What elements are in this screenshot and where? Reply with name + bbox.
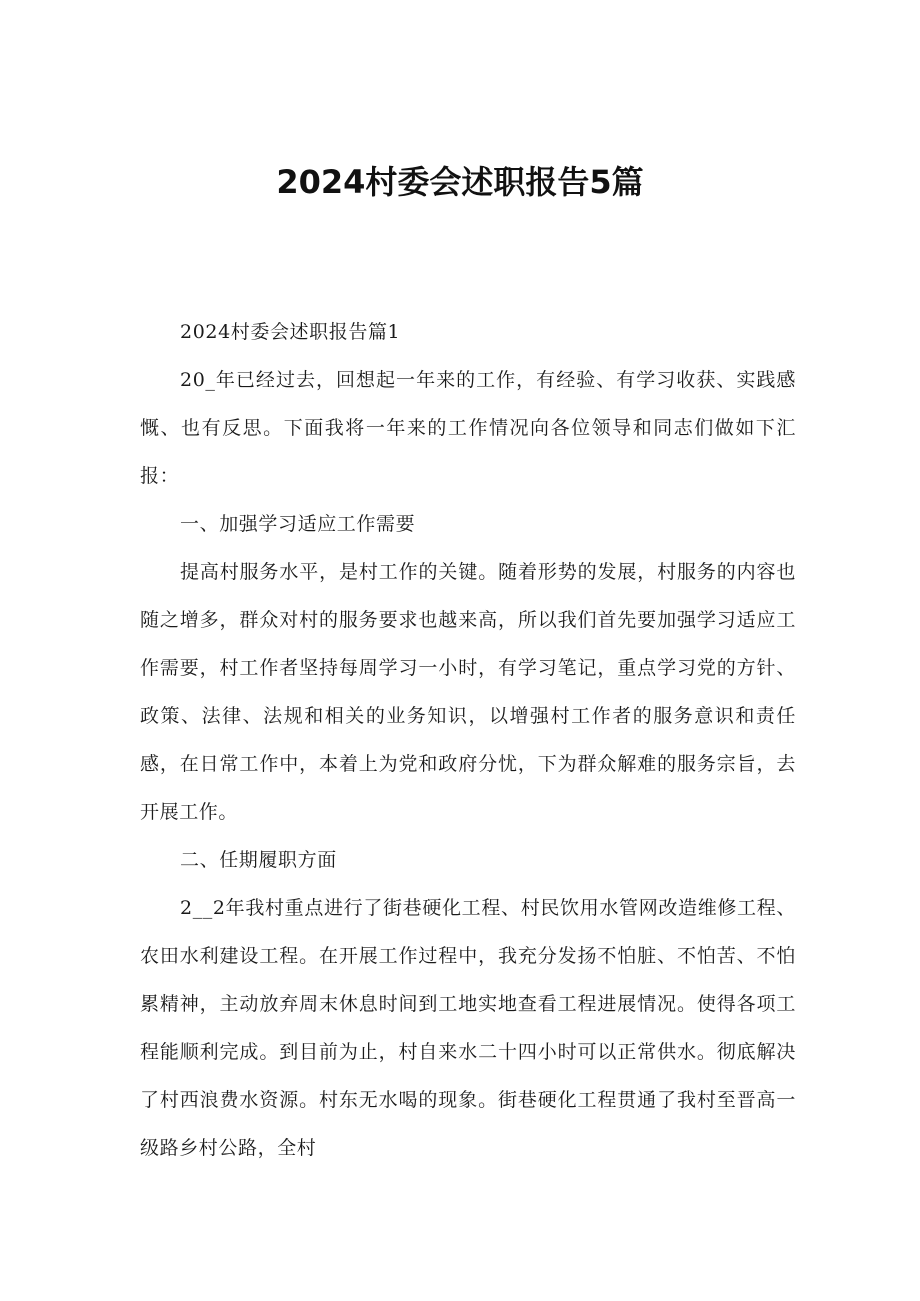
section-duties-paragraph: 2__2年我村重点进行了街巷硬化工程、村民饮用水管网改造维修工程、农田水利建设工程。在开展工作过程中，我充分发扬不怕脏、不怕苦、不怕累精神，主动放弃周末休息时间到工地实地查看工程进展情况。使得各项工程能顺利完成。到目前为止，村自来水二十四小时可以正常供水。彻底解决了村西浪费水资源。村东无水喝的现象。街巷硬化工程贯通了我村至晋高一级路乡村公路，全村	[140, 897, 796, 1159]
intro-paragraph: 20_年已经过去，回想起一年来的工作，有经验、有学习收获、实践感慨、也有反思。下面我将一年来的工作情况向各位领导和同志们做如下汇报：	[140, 369, 796, 487]
document-title: 2024村委会述职报告5篇	[276, 163, 644, 201]
section-learning-paragraph: 提高村服务水平，是村工作的关键。随着形势的发展，村服务的内容也随之增多，群众对村的服务要求也越来高，所以我们首先要加强学习适应工作需要，村工作者坚持每周学习一小时，有学习笔记，重点学习党的方针、政策、法律、法规和相关的业务知识，以增强村工作者的服务意识和责任感，在日常工作中，本着上为党和政府分忧，下为群众解难的服务宗旨，去开展工作。	[140, 561, 796, 823]
section-heading-duties: 二、任期履职方面	[180, 849, 337, 871]
report-subtitle: 2024村委会述职报告篇1	[180, 321, 401, 343]
document-body	[140, 308, 796, 1172]
section-heading-learning: 一、加强学习适应工作需要	[180, 513, 416, 535]
